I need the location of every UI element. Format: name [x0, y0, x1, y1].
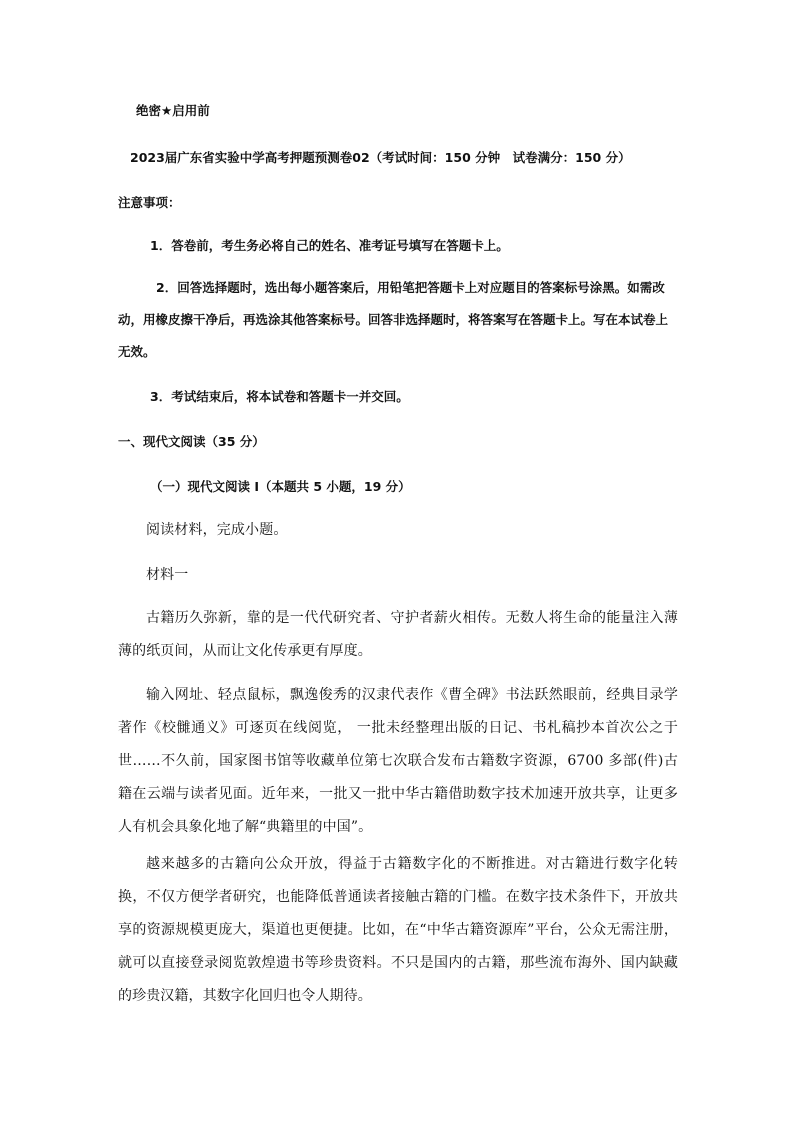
reading-instruction: 阅读材料，完成小题。 [146, 522, 288, 538]
paragraph-2: 输入网址、轻点鼠标，飘逸俊秀的汉隶代表作《曹全碑》书法跃然眼前，经典目录学著作《校雠通义》可逐页在线阅览， 一批未经整理出版的日记、书札稿抄本首次公之于世……不久前，国家图书馆等收藏单位第七次联合发布古籍数字资源，6700 多部(件)古 籍在云端与读者见面。近年来，一批又一批中华古籍借助数字技术加速开放共享，让更多人有机会具象化地了解“典籍里的中国”。 [118, 687, 678, 835]
paragraph-1: 古籍历久弥新，靠的是一代代研究者、守护者薪火相传。无数人将生命的能量注入薄薄的纸页间，从而让文化传承更有厚度。 [118, 610, 678, 659]
exam-title: 2023届广东省实验中学高考押题预测卷02（考试时间：150 分钟 试卷满分：150 分） [130, 150, 631, 165]
section-heading: 一、现代文阅读（35 分） [118, 434, 265, 449]
notice-item-2: 2．回答选择题时，选出每小题答案后，用铅笔把答题卡上对应题目的答案标号涂黑。如需改动，用橡皮擦干净后，再选涂其他答案标号。回答非选择题时，将答案写在答题卡上。写在本试卷上无效。 [118, 280, 669, 359]
material-label: 材料一 [146, 567, 189, 583]
confidential-label: 绝密★启用前 [136, 103, 210, 118]
notice-heading: 注意事项： [118, 195, 181, 210]
notice-item-1: 1．答卷前，考生务必将自己的姓名、准考证号填写在答题卡上。 [150, 238, 509, 253]
notice-item-3: 3．考试结束后，将本试卷和答题卡一并交回。 [150, 389, 409, 404]
section-subheading: （一）现代文阅读 I（本题共 5 小题，19 分） [150, 479, 411, 494]
paragraph-3: 越来越多的古籍向公众开放，得益于古籍数字化的不断推进。对古籍进行数字化转换，不仅方便学者研究，也能降低普通读者接触古籍的门槛。在数字技术条件下，开放共享的资源规模更庞大，渠道也更便捷。比如，在“中华古籍资源库”平台，公众无需注册，就可以直接登录阅览敦煌遗书等珍贵资料。不只是国内的古籍，那些流布海外、国内缺藏的珍贵汉籍，其数字化回归也令人期待。 [118, 856, 678, 1004]
